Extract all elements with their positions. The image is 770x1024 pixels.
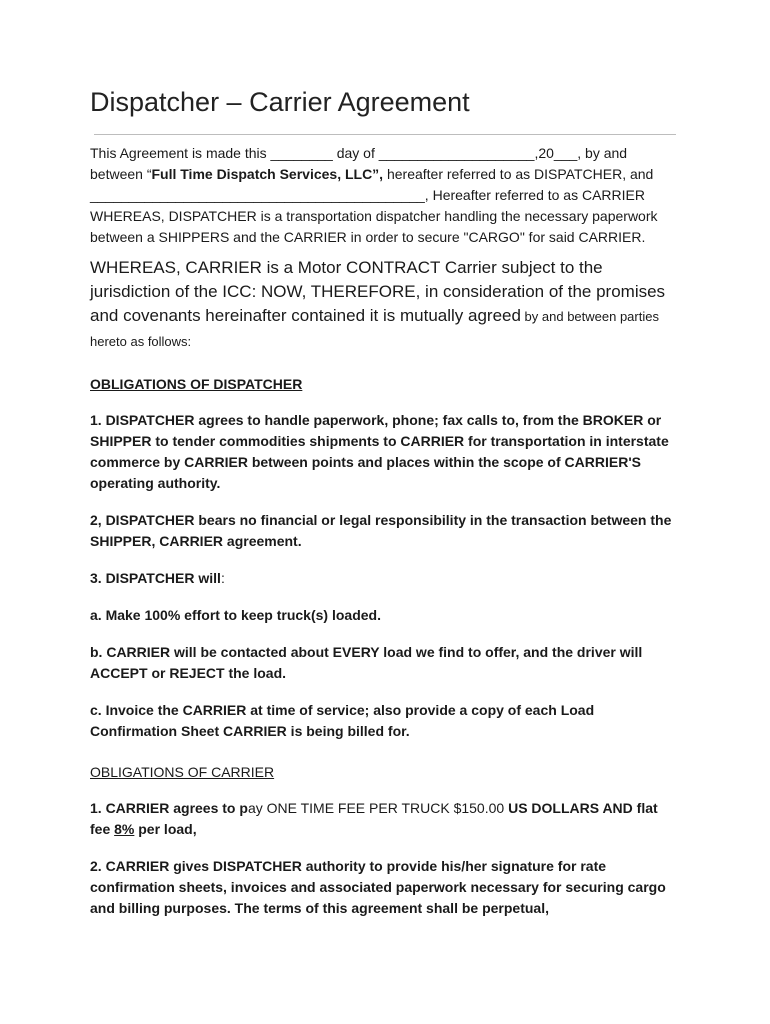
dispatcher-item-b: b. CARRIER will be contacted about EVERY load we find to offer, and the driver will ACCEPT or REJECT the load. <box>90 644 643 681</box>
whereas-paragraph <box>90 256 680 354</box>
carrier-obligations-heading: OBLIGATIONS OF CARRIER <box>90 764 275 780</box>
intro-paragraph <box>90 143 680 248</box>
carrier-item-1-d: per load, <box>134 821 197 837</box>
document-title: Dispatcher – Carrier Agreement <box>90 87 470 117</box>
carrier-item-1-fee: ay ONE TIME FEE PER TRUCK $150.00 <box>247 800 505 816</box>
dispatcher-obligations-heading: OBLIGATIONS OF DISPATCHER <box>90 376 303 392</box>
dispatcher-item-c: c. Invoice the CARRIER at time of service; also provide a copy of each Load Confirmation Sheet CARRIER is being billed for. <box>90 702 595 739</box>
whereas-tail: by and between parties hereto as follows: <box>90 309 659 349</box>
carrier-item-1-a: 1. CARRIER agrees to p <box>90 800 248 816</box>
document-page <box>90 84 680 919</box>
dispatcher-item-3-text: 3. DISPATCHER will <box>90 570 221 586</box>
carrier-item-2: 2. CARRIER gives DISPATCHER authority to provide his/her signature for rate confirmation sheets, invoices and associated paperwork necessary for securing cargo and billing purposes. The terms of this agreement shall be perpetual, <box>90 858 666 916</box>
company-name: Full Time Dispatch Services, LLC”, <box>151 166 384 182</box>
intro-text-2: hereafter referred to as DISPATCHER, and ___________________________________________, Hereafter referred to as CARRIER WHEREAS, DISPATCHER is a transportation dispatcher handling the necessary paperwork between a SHIPPERS and the CARRIER in order to secure "CARGO" for said CARRIER. <box>90 166 658 245</box>
whereas-main: WHEREAS, CARRIER is a Motor CONTRACT Carrier subject to the jurisdiction of the ICC: NOW, THEREFORE, in consideration of the promises and covenants hereinafter contained it is mutually agreed <box>90 258 666 325</box>
intro-text-1: This Agreement is made this ________ day of ____________________,20___, by and between “ <box>90 145 628 182</box>
carrier-item-1 <box>90 798 680 840</box>
dispatcher-item-3 <box>90 568 680 589</box>
carrier-item-1-c: US DOLLARS AND flat fee <box>90 800 658 837</box>
dispatcher-item-a: a. Make 100% effort to keep truck(s) loaded. <box>90 607 381 623</box>
title-divider <box>94 134 676 135</box>
carrier-item-1-percent: 8% <box>114 821 135 837</box>
dispatcher-item-3-colon: : <box>220 570 225 586</box>
dispatcher-item-1: 1. DISPATCHER agrees to handle paperwork, phone; fax calls to, from the BROKER or SHIPPER to tender commodities shipments to CARRIER for transportation in interstate commerce by CARRIER between points and places within the scope of CARRIER'S operating authority. <box>90 412 669 491</box>
dispatcher-item-2: 2, DISPATCHER bears no financial or legal responsibility in the transaction between the SHIPPER, CARRIER agreement. <box>90 512 672 549</box>
